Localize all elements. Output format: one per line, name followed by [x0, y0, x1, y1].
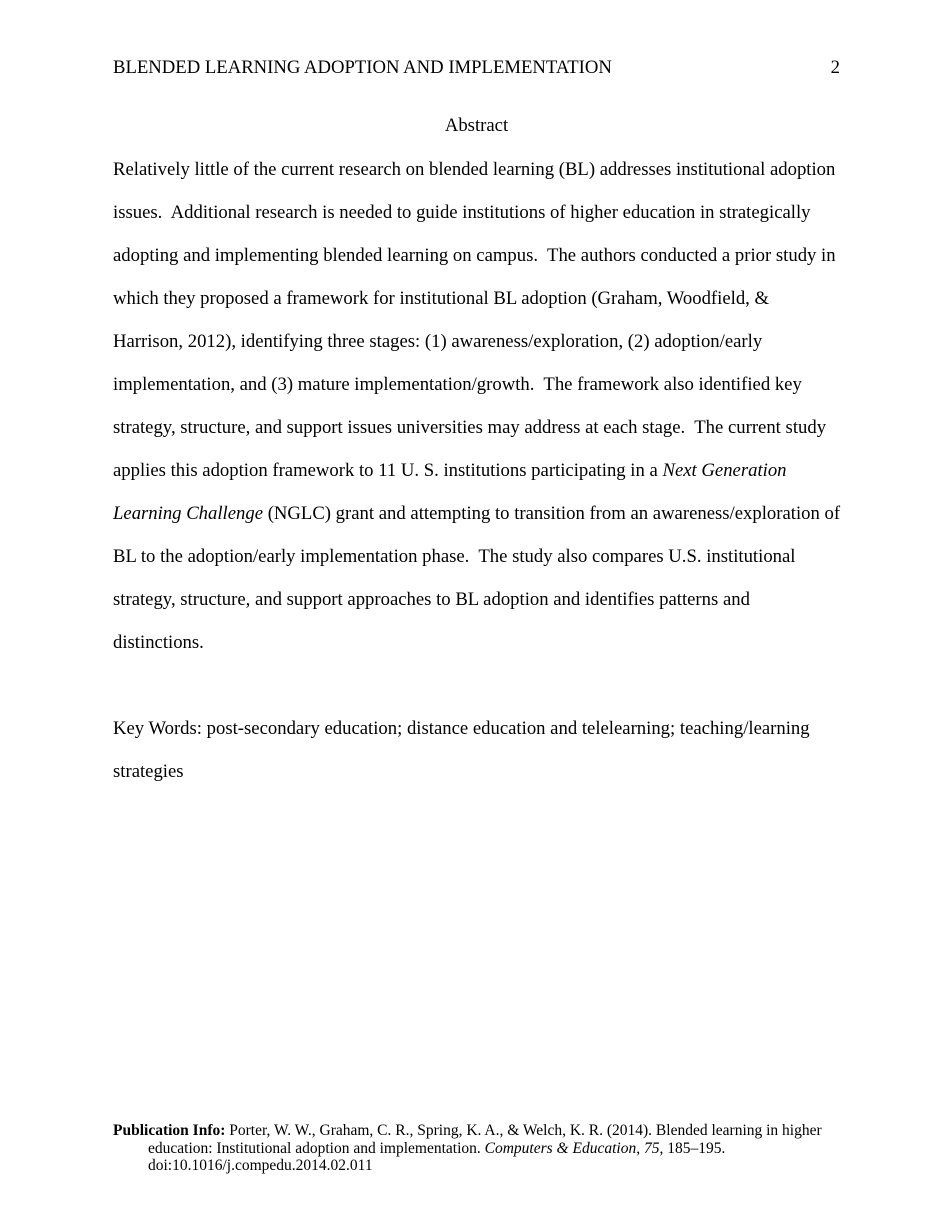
publication-info-line — [113, 1140, 883, 1158]
text-segment: BL to the adoption/early implementation phase. The study also compares U.S. institutional — [113, 546, 796, 567]
text-segment: strategy, structure, and support approaches to BL adoption and identifies patterns and — [113, 589, 750, 610]
text-segment: strategy, structure, and support issues universities may address at each stage. The current study — [113, 417, 827, 438]
text-segment: issues. Additional research is needed to guide institutions of higher education in strategically — [113, 202, 811, 223]
text-segment: education: Institutional adoption and implementation. — [148, 1139, 485, 1157]
abstract-line — [113, 578, 873, 621]
text-segment: Key Words: post-secondary education; distance education and telelearning; teaching/learning — [113, 718, 810, 739]
abstract-line — [113, 621, 873, 664]
abstract-line — [113, 406, 873, 449]
text-segment: applies this adoption framework to 11 U. S. institutions participating in a — [113, 460, 663, 481]
abstract-line — [113, 148, 873, 191]
text-segment: distinctions. — [113, 632, 204, 653]
abstract-line — [113, 535, 873, 578]
keywords-line — [113, 707, 873, 750]
text-segment: , 185–195. — [659, 1139, 726, 1157]
publication-info — [113, 1122, 883, 1175]
text-segment: Learning Challenge — [113, 503, 264, 524]
abstract-line — [113, 363, 873, 406]
abstract-body — [113, 148, 873, 664]
text-segment: Publication Info: — [113, 1122, 226, 1139]
running-head: BLENDED LEARNING ADOPTION AND IMPLEMENTATION — [113, 57, 612, 78]
text-segment: doi:10.1016/j.compedu.2014.02.011 — [148, 1157, 373, 1175]
text-segment: (NGLC) grant and attempting to transition from an awareness/exploration of — [263, 503, 841, 524]
abstract-heading: Abstract — [444, 115, 509, 136]
text-segment: Porter, W. W., Graham, C. R., Spring, K. A., & Welch, K. R. (2014). Blended learning in higher — [225, 1122, 822, 1139]
text-segment: adopting and implementing blended learning on campus. The authors conducted a prior study in — [113, 245, 836, 266]
text-segment: 75 — [643, 1139, 660, 1157]
abstract-line — [113, 449, 873, 492]
text-segment: Next Generation — [662, 460, 787, 481]
text-segment: Computers & Education — [484, 1139, 637, 1157]
abstract-line — [113, 234, 873, 277]
publication-info-line — [113, 1157, 883, 1175]
page-header — [113, 57, 840, 79]
text-segment: implementation, and (3) mature implementation/growth. The framework also identified key — [113, 374, 802, 395]
abstract-line — [113, 277, 873, 320]
text-segment: Harrison, 2012), identifying three stages: (1) awareness/exploration, (2) adoption/early — [113, 331, 763, 352]
keywords-line — [113, 750, 873, 793]
text-segment: Relatively little of the current research on blended learning (BL) addresses institutional adoption — [113, 159, 836, 180]
abstract-line — [113, 492, 873, 535]
publication-info-line — [113, 1122, 883, 1140]
abstract-line — [113, 320, 873, 363]
abstract-line — [113, 191, 873, 234]
text-segment: , — [636, 1139, 644, 1157]
text-segment: strategies — [113, 761, 184, 782]
text-segment: which they proposed a framework for institutional BL adoption (Graham, Woodfield, & — [113, 288, 770, 309]
keywords-paragraph — [113, 707, 873, 793]
page-number: 2 — [830, 57, 840, 78]
